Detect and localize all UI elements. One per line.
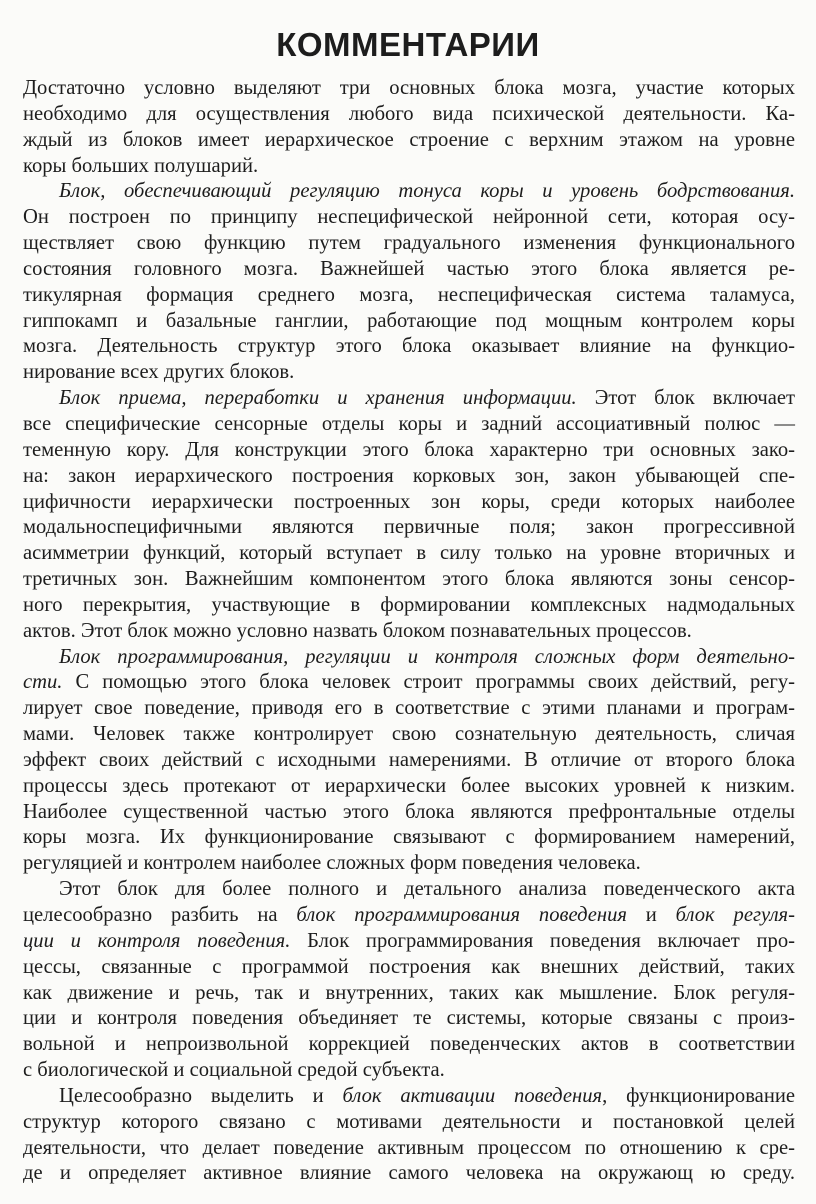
text-line: Он построен по принципу неспецифической нейронной сети, которая осу- xyxy=(23,206,795,229)
text-line: ного перекрытия, участвующие в формировании комплексных надмодальных xyxy=(23,593,795,616)
text-line: процессы здесь протекают от иерархически более высоких уровней к низким. xyxy=(23,774,795,797)
text-line: теменную кору. Для конструкции этого блока характерно три основных зако- xyxy=(23,438,795,461)
text-line: все специфические сенсорные отделы коры и задний ассоциативный полюс — xyxy=(23,412,795,435)
text-line: регуляцией и контролем наиболее сложных форм поведения человека. xyxy=(23,852,641,875)
text-line: третичных зон. Важнейшим компонентом этого блока являются зоны сенсор- xyxy=(23,568,795,591)
text-line: мозга. Деятельность структур этого блока оказывает влияние на функцио- xyxy=(23,335,795,358)
text-line: актов. Этот блок можно условно назвать блоком познавательных процессов. xyxy=(23,619,692,642)
text-line: гиппокамп и базальные ганглии, работающие под мощным контролем коры xyxy=(23,309,795,332)
text-line: коры мозга. Их функционирование связывают с формированием намерений, xyxy=(23,826,795,849)
italic-heading-line: Блок программирования, регуляции и контроля сложных форм деятельно- xyxy=(59,645,795,668)
text-line: де и определяет активное влияние самого человека на окружающ ю среду. xyxy=(23,1162,795,1185)
text-line: эффект своих действий с исходными намерениями. В отличие от второго блока xyxy=(23,748,795,771)
mixed-text-line: Целесообразно выделить и блок активации поведения, функционирование xyxy=(59,1084,795,1107)
text-line: ции и контроля поведения объединяет те системы, которые связаны с произ- xyxy=(23,1007,795,1030)
page-title: КОММЕНТАРИИ xyxy=(276,26,540,63)
text-line: состояния головного мозга. Важнейшей частью этого блока является ре- xyxy=(23,257,795,280)
text-line: ществляет свою функцию путем градуального изменения функционального xyxy=(23,232,795,255)
text-line: цифичности иерархически построенных зон коры, среди которых наиболее xyxy=(23,490,795,513)
text-line: Наиболее существенной частью этого блока являются префронтальные отделы xyxy=(23,800,795,823)
text-line: тикулярная формация среднего мозга, неспецифическая система таламуса, xyxy=(23,283,795,306)
text-line: вольной и непроизвольной коррекцией поведенческих актов в соответствии xyxy=(23,1033,795,1056)
text-line: необходимо для осуществления любого вида психической деятельности. Ка- xyxy=(23,102,795,125)
italic-heading-line: Блок, обеспечивающий регуляцию тонуса коры и уровень бодрствования. xyxy=(59,180,795,203)
text-line: Достаточно условно выделяют три основных блока мозга, участие которых xyxy=(23,77,795,99)
mixed-text-line: целесообразно разбить на блок программирования поведения и блок регуля- xyxy=(23,904,795,926)
text-line: с биологической и социальной средой субъекта. xyxy=(23,1059,445,1082)
mixed-heading-line: Блок приема, переработки и хранения информации. Этот блок включает xyxy=(59,387,795,410)
text-line: цессы, связанные с программой построения как внешних действий, таких xyxy=(23,955,795,978)
text-line: мами. Человек также контролирует свою сознательную деятельность, сличая xyxy=(23,723,795,746)
text-line: лирует свое поведение, приводя его в соответствие с этими планами и програм- xyxy=(23,697,795,720)
text-line: модальноспецифичными являются первичные поля; закон прогрессивной xyxy=(23,516,795,539)
text-line: ждый из блоков имеет иерархическое строение с верхним этажом на уровне xyxy=(23,128,795,151)
mixed-text-line: ции и контроля поведения. Блок программирования поведения включает про- xyxy=(23,929,795,952)
text-body xyxy=(23,76,795,1187)
text-line: нирование всех других блоков. xyxy=(23,361,295,384)
text-line: коры больших полушарий. xyxy=(23,154,259,177)
text-line: структур которого связано с мотивами деятельности и постановкой целей xyxy=(23,1110,795,1133)
text-line: асимметрии функций, который вступает в силу только на уровне вторичных и xyxy=(23,542,795,565)
text-line: Этот блок для более полного и детального анализа поведенческого акта xyxy=(59,878,795,901)
text-line: деятельности, что делает поведение активным процессом по отношению к сре- xyxy=(23,1136,795,1159)
mixed-heading-line: сти. С помощью этого блока человек строит программы своих действий, регу- xyxy=(23,671,795,694)
text-line: на: закон иерархического построения корковых зон, закон убывающей спе- xyxy=(23,464,795,487)
text-line: как движение и речь, так и внутренних, таких как мышление. Блок регуля- xyxy=(23,981,795,1004)
